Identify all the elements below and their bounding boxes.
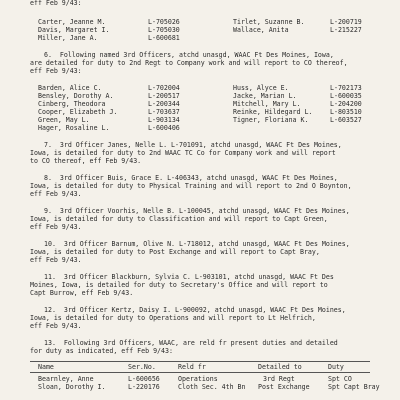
officer-name: Cooper, Elizabeth J.	[38, 108, 118, 116]
paragraph-line: Iowa, is detailed for duty to 2nd WAAC TC Co for Company work and will report	[30, 149, 336, 157]
table-cell: Bearnley, Anne	[38, 375, 94, 383]
table-cell: Spt Capt Bray	[328, 383, 380, 391]
paragraph-line: 9. 3rd Officer Voorhis, Nelle B. L-100045, atchd unasgd, WAAC Ft Des Moines,	[44, 207, 350, 215]
officer-serial: L-215227	[330, 26, 362, 34]
column-header: Name	[38, 363, 54, 371]
paragraph-line: 11. 3rd Officer Blackburn, Sylvia C. L-903101, atchd unasgd, WAAC Ft Des	[44, 273, 334, 281]
paragraph-line: Capt Burrow, eff Feb 9/43.	[30, 289, 134, 297]
table-cell: Cloth Sec. 4th Bn	[178, 383, 246, 391]
paragraph-line: 13. Following 3rd Officers, WAAC, are reld fr present duties and detailed	[44, 339, 338, 347]
paragraph-line: 6. Following named 3rd Officers, atchd unasgd, WAAC Ft Des Moines, Iowa,	[44, 51, 334, 59]
officer-serial: L-200344	[148, 100, 180, 108]
officer-serial: L-702004	[148, 84, 180, 92]
column-header: Ser.No.	[128, 363, 156, 371]
top-fragment: eff Feb 9/43:	[30, 0, 82, 7]
table-cell: 3rd Regt	[263, 375, 295, 383]
officer-name: Bensley, Dorothy A.	[38, 92, 114, 100]
officer-name: Wallace, Anita	[233, 26, 289, 34]
officer-name: Reinke, Hildegard L.	[233, 108, 313, 116]
paragraph-line: Iowa, is detailed for duty to Physical Training and will report to 2nd O Boynton,	[30, 182, 352, 190]
officer-name: Davis, Margaret I.	[38, 26, 110, 34]
officer-name: Barden, Alice C.	[38, 84, 102, 92]
officer-serial: L-603527	[330, 116, 362, 124]
officer-name: Miller, Jane A.	[38, 34, 98, 42]
paragraph-line: eff Feb 9/43.	[30, 190, 82, 198]
officer-name: Mitchell, Mary L.	[233, 100, 301, 108]
paragraph-line: to CO thereof, eff Feb 9/43.	[30, 157, 142, 165]
paragraph-line: 12. 3rd Officer Kertz, Daisy I. L-900092, atchd unasgd, WAAC Ft Des Moines,	[44, 306, 346, 314]
paragraph-line: eff Feb 9/43:	[30, 67, 82, 75]
table-cell: L-600656	[128, 375, 160, 383]
table-cell: Post Exchange	[258, 383, 310, 391]
officer-name: Cinberg, Theodora	[38, 100, 106, 108]
officer-name: Hager, Rosaline L.	[38, 124, 110, 132]
officer-serial: L-703637	[148, 108, 180, 116]
paragraph-line: for duty as indicated, eff Feb 9/43:	[30, 347, 173, 355]
officer-serial: L-702173	[330, 84, 362, 92]
officer-serial: L-903134	[148, 116, 180, 124]
table-cell: Operations	[178, 375, 218, 383]
officer-serial: L-204200	[330, 100, 362, 108]
officer-name: Tigner, Floriana K.	[233, 116, 309, 124]
officer-name: Jacke, Marian L.	[233, 92, 297, 100]
table-header-rule	[30, 372, 370, 373]
paragraph-line: eff Feb 9/43.	[30, 223, 82, 231]
paragraph-line: eff Feb 9/43.	[30, 322, 82, 330]
paragraph-line: eff Feb 9/43.	[30, 256, 82, 264]
paragraph-line: 10. 3rd Officer Barnum, Olive N. L-718012, atchd unasgd, WAAC Ft Des Moines,	[44, 240, 350, 248]
paragraph-line: 7. 3rd Officer Janes, Nelle L. L-701091, atchd unasgd, WAAC Ft Des Moines,	[44, 141, 342, 149]
paragraph-line: Iowa, is detailed for duty to Operations and will report to Lt Helfrich,	[30, 314, 316, 322]
officer-name: Green, May L.	[38, 116, 90, 124]
officer-serial: L-600681	[148, 34, 180, 42]
officer-name: Carter, Jeanne M.	[38, 18, 106, 26]
paragraph-line: Iowa, is detailed for duty to Classification and will report to Capt Green,	[30, 215, 328, 223]
officer-serial: L-200719	[330, 18, 362, 26]
column-header: Reld fr	[178, 363, 206, 371]
column-header: Duty	[328, 363, 344, 371]
paragraph-line: Moines, Iowa, is detailed for duty to Secretary's Office and will report to	[30, 281, 328, 289]
table-cell: L-220176	[128, 383, 160, 391]
officer-serial: L-803510	[330, 108, 362, 116]
officer-name: Tirlet, Suzanne B.	[233, 18, 305, 26]
table-cell: Sloan, Dorothy I.	[38, 383, 106, 391]
paragraph-line: are detailed for duty to 2nd Regt to Company work and will report to CO thereof,	[30, 59, 348, 67]
officer-serial: L-705026	[148, 18, 180, 26]
officer-name: Huss, Alyce E.	[233, 84, 289, 92]
table-cell: Spt CO	[328, 375, 352, 383]
paragraph-line: 8. 3rd Officer Buis, Grace E. L-406343, atchd unasgd, WAAC Ft Des Moines,	[44, 174, 338, 182]
officer-serial: L-200517	[148, 92, 180, 100]
table-top-rule	[30, 361, 370, 362]
paragraph-line: Iowa, is detailed for duty to Post Exchange and will report to Capt Bray,	[30, 248, 320, 256]
column-header: Detailed to	[258, 363, 302, 371]
officer-serial: L-600035	[330, 92, 362, 100]
officer-serial: L-705030	[148, 26, 180, 34]
officer-serial: L-600406	[148, 124, 180, 132]
